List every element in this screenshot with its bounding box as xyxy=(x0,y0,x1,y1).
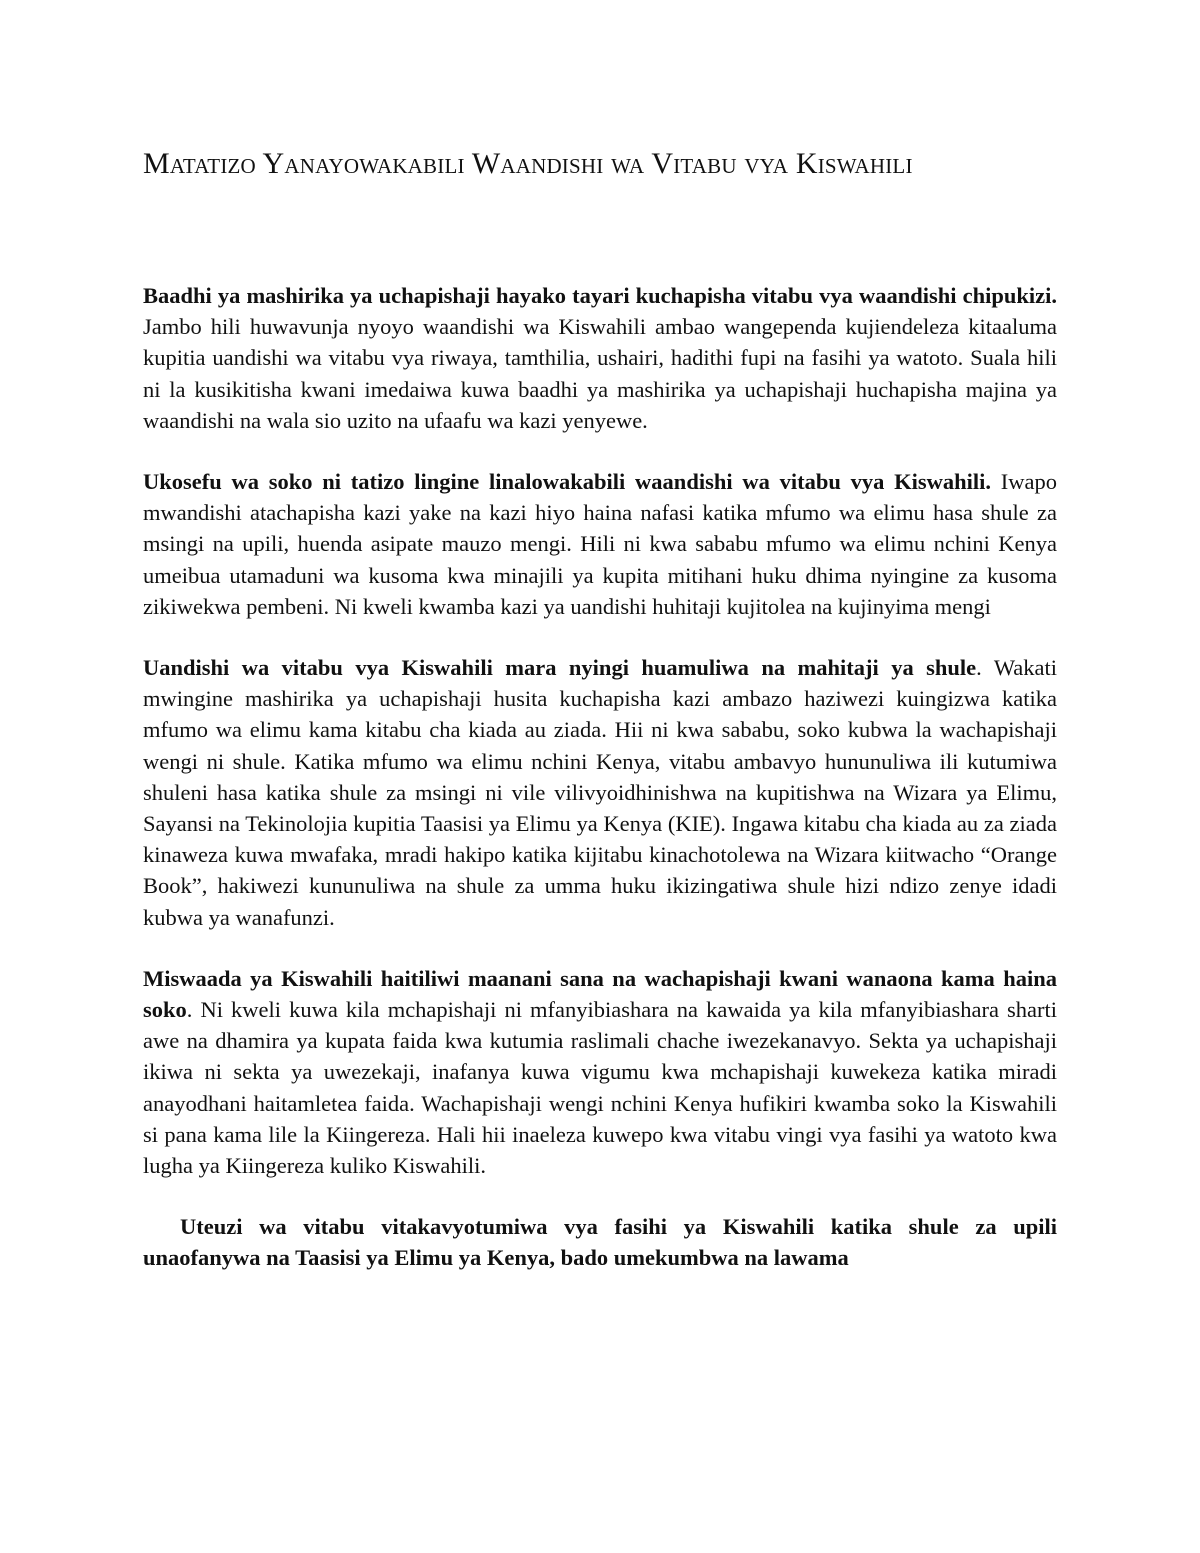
paragraph xyxy=(143,1211,1057,1273)
paragraph-text: Jambo hili huwavunja nyoyo waandishi wa Kiswahili ambao wangependa kujiendeleza kitaaluma kupitia uandishi wa vitabu vya riwaya, tamthilia, ushairi, hadithi fupi na fasihi ya watoto. Suala hili ni la kusikitisha kwani imedaiwa kuwa baadhi ya mashirika ya uchapishaji huchapisha majina ya waandishi na wala sio uzito na ufaafu wa kazi yenyewe. xyxy=(143,314,1057,433)
paragraph-lead: Ukosefu wa soko ni tatizo lingine linalowakabili waandishi wa vitabu vya Kiswahili. xyxy=(143,469,992,495)
paragraph-text: . Ni kweli kuwa kila mchapishaji ni mfanyibiashara na kawaida ya kila mfanyibiashara sharti awe na dhamira ya kupata faida kwa kutumia raslimali chache iwezekanavyo. Sekta ya uchapishaji ikiwa ni sekta ya uwezekaji, inafanya kuwa vigumu kwa mchapishaji kuwekeza katika miradi anayodhani haitamletea faida. Wachapishaji wengi nchini Kenya hufikiri kwamba soko la Kiswahili si pana kama lile la Kiingereza. Hali hii inaeleza kuwepo kwa vitabu vingi vya fasihi ya watoto kwa lugha ya Kiingereza kuliko Kiswahili. xyxy=(143,997,1057,1179)
paragraph xyxy=(143,280,1057,436)
paragraph-text: . Wakati mwingine mashirika ya uchapishaji husita kuchapisha kazi ambazo haziwezi kuingizwa katika mfumo wa elimu kama kitabu cha kiada au ziada. Hii ni kwa sababu, soko kubwa la wachapishaji wengi ni shule. Katika mfumo wa elimu nchini Kenya, vitabu ambavyo hununuliwa ili kutumiwa shuleni hasa katika shule za msingi ni vile vilivyoidhinishwa na kupitishwa na Wizara ya Elimu, Sayansi na Tekinolojia kupitia Taasisi ya Elimu ya Kenya (KIE). Ingawa kitabu cha kiada au za ziada kinaweza kuwa mwafaka, mradi hakipo katika kijitabu kinachotolewa na Wizara kiitwacho “Orange Book”, hakiwezi kununuliwa na shule za umma huku ikizingatiwa shule hizi ndizo zenye idadi kubwa ya wanafunzi. xyxy=(143,655,1057,930)
paragraph-text: Iwapo mwandishi atachapisha kazi yake na kazi hiyo haina nafasi katika mfumo wa elimu hasa shule za msingi na upili, huenda asipate mauzo mengi. Hili ni kwa sababu mfumo wa elimu nchini Kenya umeibua utamaduni wa kusoma kwa minajili ya kupita mitihani huku dhima nyingine za kusoma zikiwekwa pembeni. Ni kweli kwamba kazi ya uandishi huhitaji kujitolea na kujinyima mengi xyxy=(143,469,1057,619)
document-body xyxy=(143,280,1057,1304)
paragraph-lead: Uandishi wa vitabu vya Kiswahili mara nyingi huamuliwa na mahitaji ya shule xyxy=(143,655,977,681)
document-title: Matatizo Yanayowakabili Waandishi wa Vitabu vya Kiswahili xyxy=(143,147,913,180)
paragraph-lead: Miswaada ya Kiswahili haitiliwi maanani sana na wachapishaji kwani wanaona kama haina soko xyxy=(143,965,1057,1023)
paragraph xyxy=(143,963,1057,1181)
paragraph-lead: Uteuzi wa vitabu vitakavyotumiwa vya fasihi ya Kiswahili katika shule za upili unaofanywa na Taasisi ya Elimu ya Kenya, bado umekumbwa na lawama xyxy=(143,1214,1057,1271)
paragraph-lead: Baadhi ya mashirika ya uchapishaji hayako tayari kuchapisha vitabu vya waandishi chipukizi. xyxy=(143,283,1057,308)
paragraph xyxy=(143,652,1057,933)
paragraph xyxy=(143,466,1057,622)
